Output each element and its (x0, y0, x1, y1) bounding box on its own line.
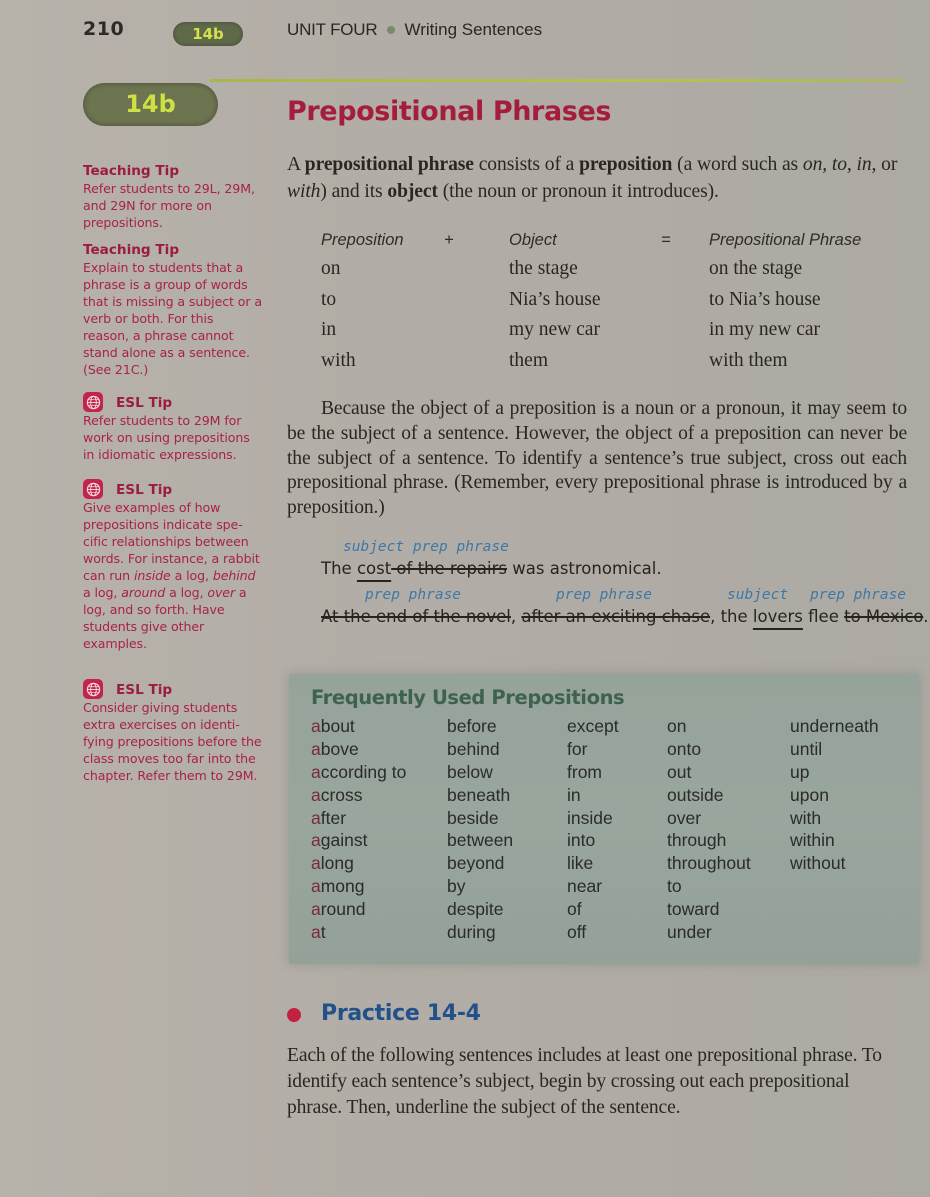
underlined-subject: cost (356, 559, 392, 578)
esl-tip-2 (83, 479, 263, 652)
table-row: with them with them (321, 349, 788, 371)
crossed-out-phrase: At the end of the novel (321, 607, 511, 626)
globe-icon (83, 392, 103, 412)
section-rule (210, 79, 905, 82)
example-sentence-1: The cost of the repairs was astronomical. (321, 559, 662, 578)
teaching-tip-2 (83, 241, 263, 378)
globe-icon (83, 479, 103, 499)
table-row: to Nia’s house to Nia’s house (321, 288, 821, 310)
globe-icon (83, 679, 103, 699)
tip-body: Refer students to 29L, 29M, and 29N for more on prepositions. (83, 181, 255, 230)
crossed-out-phrase: of the repairs (391, 559, 508, 578)
table-header: Preposition + Object = Prepositional Phrase (321, 230, 862, 249)
term-preposition: preposition (579, 154, 673, 175)
esl-tip-1 (83, 392, 263, 463)
tip-heading: ESL Tip (116, 682, 173, 698)
explanation-paragraph: Because the object of a preposition is a noun or a pronoun, it may seem to be the subject of a sentence. However, the object of a preposition can never be the subject of a sentence. To identify a sentence’s true subject, cross out each prepositional phrase. (Remember, every prepositional phrase is introduced by a preposition.) (287, 398, 907, 519)
page-number: 210 (83, 18, 125, 40)
practice-instructions: Each of the following sentences includes at least one prepositional phrase. To identify each sentence’s subject, begin by crossing out each prepositional phrase. Then, underline the subject of the sentence. (287, 1045, 882, 1119)
annotation-label: prep phrase (556, 587, 653, 603)
tip-body: Explain to students that a phrase is a group of words that is missing a subject or a verb or both. For this reason, a phrase cannot stand alone as a sentence. (See 21C.) (83, 260, 262, 377)
prepositions-list (311, 715, 900, 944)
unit-label: UNIT FOUR (287, 20, 378, 39)
prepositions-column-4: on onto out outside over through throughout to toward under (667, 716, 751, 943)
tip-body: Consider giving students extra exercises on identi-fying prepositions before the class moves too far into the chapter. Refer them to 29M. (83, 700, 262, 783)
tip-heading: Teaching Tip (83, 163, 180, 179)
intro-paragraph: A prepositional phrase consists of a preposition (a word such as on, to, in, or with) and its object (the noun or pronoun it introduces). (287, 154, 898, 202)
formula-table (321, 226, 901, 376)
example-sentence-2: At the end of the novel, after an exciting chase, the lovers flee to Mexico. (321, 607, 929, 626)
red-bullet-icon (287, 1008, 301, 1022)
practice-heading (287, 1001, 481, 1026)
table-row: on the stage on the stage (321, 258, 803, 280)
term-object: object (387, 181, 438, 202)
prepositions-box (289, 674, 919, 964)
tip-heading: ESL Tip (116, 395, 173, 411)
table-row: in my new car in my new car (321, 319, 821, 341)
annotation-label: subject (727, 587, 789, 603)
annotation-label: prep phrase (365, 587, 462, 603)
bullet-dot-icon (387, 26, 395, 34)
prepositions-column-2: before behind below beneath beside between beyond by despite during (447, 716, 514, 943)
prepositions-column-5: underneath until up upon with within without (790, 716, 879, 874)
unit-title: Writing Sentences (404, 20, 543, 39)
esl-tip-3 (83, 679, 263, 784)
box-title: Frequently Used Prepositions (311, 686, 625, 709)
tip-body: Refer students to 29M for work on using prepositions in idiomatic expressions. (83, 413, 250, 462)
term-prepositional-phrase: prepositional phrase (304, 154, 474, 175)
section-title: Prepositional Phrases (287, 96, 612, 127)
annotation-label: prep phrase (810, 587, 907, 603)
tip-heading: ESL Tip (116, 482, 173, 498)
prepositions-column-3: except for from in inside into like near of off (567, 716, 619, 943)
teaching-tip-1 (83, 162, 263, 231)
crossed-out-phrase: to Mexico (844, 607, 924, 626)
tip-heading: Teaching Tip (83, 242, 180, 258)
annotation-label: subject prep phrase (343, 539, 509, 555)
underlined-subject: lovers (752, 607, 803, 626)
crossed-out-phrase: after an exciting chase (521, 607, 711, 626)
sidebar (83, 162, 263, 662)
section-chip-small: 14b (173, 22, 243, 46)
section-chip-large: 14b (83, 83, 218, 126)
practice-title: Practice 14-4 (321, 1001, 481, 1026)
tip-body: Give examples of how prepositions indicate spe-cific relationships between words. For instance, a rabbit can run inside a log, behind a log, around a log, over a log, and so forth. Have students give other examples. (83, 500, 260, 651)
prepositions-column-1: about above according to across after against along among around at (311, 716, 407, 943)
running-head (287, 20, 542, 40)
